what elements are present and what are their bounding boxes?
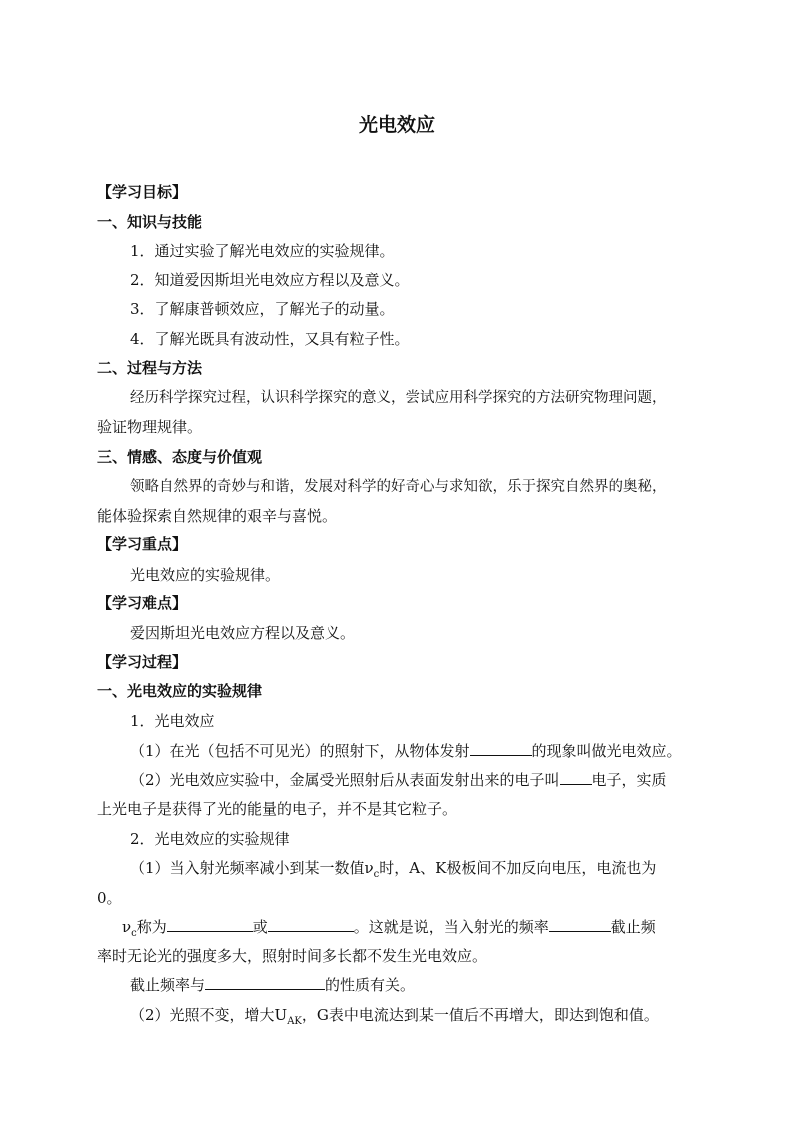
text-segment: ，G表中电流达到某一值后不再增大，即达到饱和值。	[301, 1006, 659, 1024]
text-segment: 的现象叫做光电效应。	[531, 742, 682, 760]
text-segment: 电子，实质	[591, 771, 667, 789]
fill-blank	[167, 917, 253, 932]
item1-title: 1．光电效应	[130, 712, 215, 730]
text-segment: 。这就是说，当入射光的频率	[353, 918, 549, 936]
process-text-line: 经历科学探究过程，认识科学探究的意义，尝试应用科学探究的方法研究物理问题，	[130, 390, 667, 406]
emotion-heading: 三、情感、态度与价值观	[97, 448, 263, 466]
knowledge-item: 1．通过实验了解光电效应的实验规律。	[130, 242, 395, 260]
fill-blank	[470, 741, 532, 756]
text-segment: （1）在光（包括不可见光）的照射下，从物体发射	[130, 742, 470, 760]
learning-process-heading: 【学习过程】	[97, 653, 188, 671]
process-text-line: 验证物理规律。	[97, 418, 203, 436]
fill-blank	[549, 917, 611, 932]
knowledge-item: 3．了解康普顿效应，了解光子的动量。	[130, 300, 395, 318]
key-text: 光电效应的实验规律。	[130, 566, 281, 584]
difficulty-heading: 【学习难点】	[97, 594, 188, 612]
fill-blank	[205, 975, 325, 990]
item2-paragraph-3	[130, 975, 415, 995]
item1-paragraph-1	[130, 741, 682, 761]
text-segment: （1）当入射光频率减小到某一数值ν	[130, 859, 374, 877]
text-segment: 时，A、K极板间不加反向电压，电流也为	[379, 859, 657, 877]
process-heading: 二、过程与方法	[97, 359, 203, 377]
item1-paragraph-2-cont: 上光电子是获得了光的能量的电子，并不是其它粒子。	[97, 800, 458, 818]
text-segment: 截止频	[610, 918, 656, 936]
difficulty-text: 爱因斯坦光电效应方程以及意义。	[130, 624, 356, 642]
item1-paragraph-2	[130, 770, 667, 790]
text-segment: 的性质有关。	[325, 976, 416, 994]
knowledge-item: 4．了解光既具有波动性，又具有粒子性。	[130, 330, 410, 348]
item2-paragraph-1-cont: 0。	[97, 889, 122, 907]
item2-paragraph-2-cont: 率时无论光的强度多大，照射时间多长都不发生光电效应。	[97, 947, 488, 965]
knowledge-heading: 一、知识与技能	[97, 213, 203, 231]
item2-paragraph-2	[122, 917, 656, 944]
subscript: AK	[287, 1016, 302, 1027]
part1-heading: 一、光电效应的实验规律	[97, 682, 263, 700]
text-segment: ν	[122, 918, 132, 936]
emotion-text-line: 领略自然界的奇妙与和谐，发展对科学的好奇心与求知欲，乐于探究自然界的奥秘，	[130, 479, 667, 495]
fill-blank	[560, 770, 592, 785]
subscript: c	[373, 869, 380, 880]
subscript: c	[131, 928, 137, 939]
text-segment: （2）光照不变，增大U	[130, 1006, 288, 1024]
item2-paragraph-4	[130, 1005, 659, 1032]
text-segment: （2）光电效应实验中，金属受光照射后从表面发射出来的电子叫	[130, 771, 560, 789]
item2-paragraph-1	[130, 858, 656, 885]
text-segment: 称为	[136, 918, 167, 936]
item2-title: 2．光电效应的实验规律	[130, 830, 290, 848]
emotion-text-line: 能体验探索自然规律的艰辛与喜悦。	[97, 507, 338, 525]
key-heading: 【学习重点】	[97, 535, 188, 553]
text-segment: 或	[252, 918, 268, 936]
text-segment: 截止频率与	[130, 976, 206, 994]
goals-heading: 【学习目标】	[97, 183, 188, 201]
page-title: 光电效应	[358, 114, 435, 136]
knowledge-item: 2．知道爱因斯坦光电效应方程以及意义。	[130, 271, 410, 289]
fill-blank	[268, 917, 354, 932]
